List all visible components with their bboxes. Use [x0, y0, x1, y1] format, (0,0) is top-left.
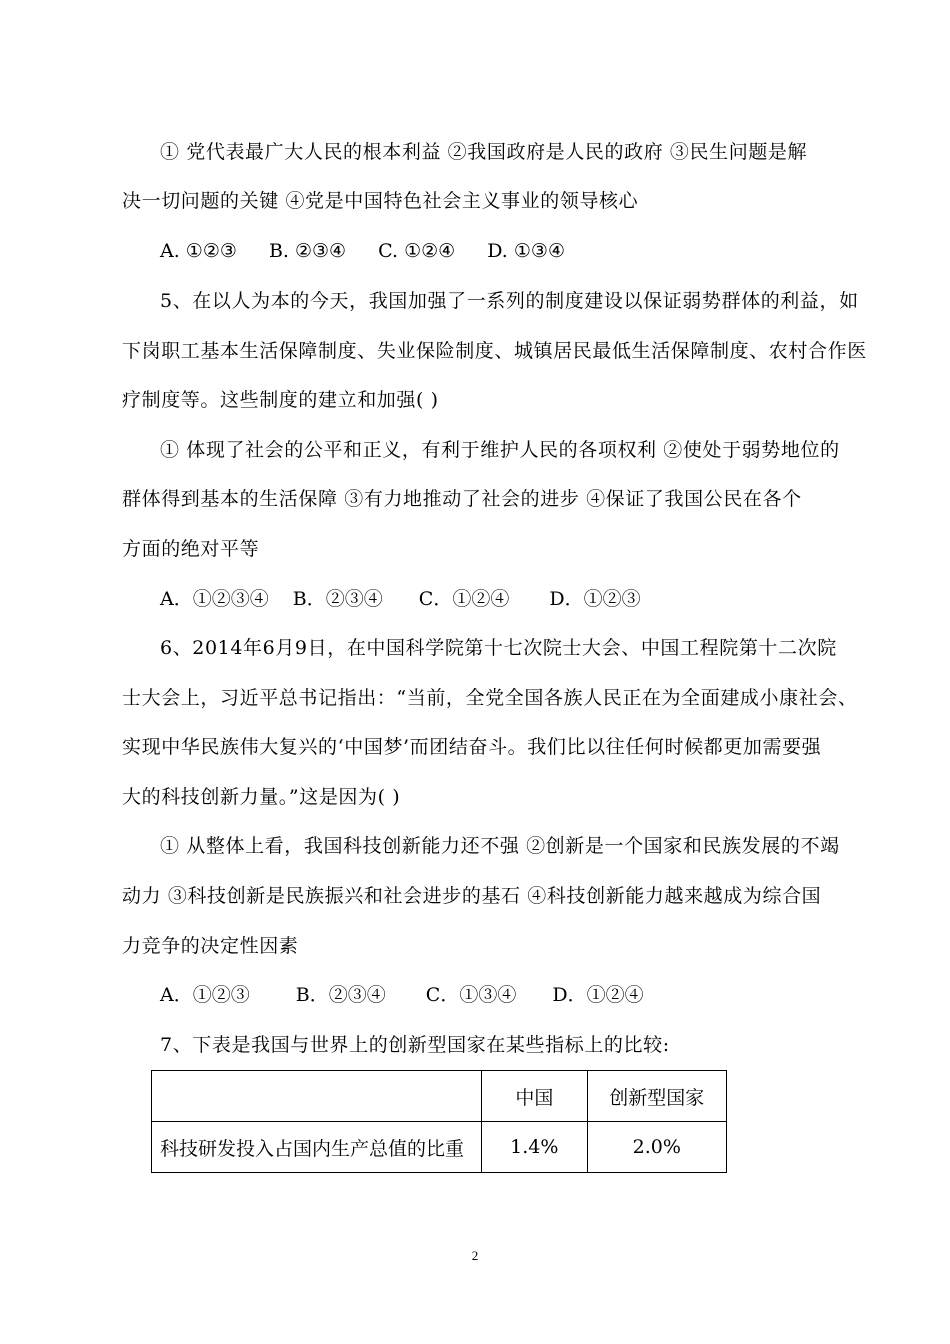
q6-choice-b[interactable]: B．②③④ — [295, 984, 386, 1006]
q6-option-line-3: 力竞争的决定性因素 — [122, 935, 299, 957]
q5-choice-a[interactable]: A．①②③④ — [160, 588, 269, 610]
q4-option-line-2: 决一切问题的关键 ④党是中国特色社会主义事业的领导核心 — [122, 190, 639, 212]
q5-choice-c[interactable]: C．①②④ — [418, 588, 510, 610]
q6-stem-line-2: 士大会上，习近平总书记指出：“当前，全党全国各族人民正在为全面建成小康社会、 — [122, 687, 858, 709]
q6-choice-d[interactable]: D．①②④ — [552, 984, 644, 1006]
q6-answer-choices — [160, 982, 670, 1008]
q4-choice-a[interactable]: A. ①②③ — [160, 240, 237, 262]
q5-option-line-3: 方面的绝对平等 — [122, 538, 260, 560]
table-header-cell — [152, 1071, 482, 1122]
q6-choice-c[interactable]: C．①③④ — [425, 984, 517, 1006]
table-row — [152, 1122, 727, 1173]
q5-choice-b[interactable]: B．②③④ — [292, 588, 383, 610]
table-header-row — [152, 1071, 727, 1122]
q4-choice-c[interactable]: C. ①②④ — [378, 240, 456, 262]
page-number: 2 — [471, 1248, 479, 1263]
q6-stem-line-4: 大的科技创新力量。”这是因为( ) — [122, 786, 401, 808]
q6-stem-line-3: 实现中华民族伟大复兴的‘中国梦’而团结奋斗。我们比以往任何时候都更加需要强 — [122, 736, 822, 758]
q6-option-line-1: ① 从整体上看，我国科技创新能力还不强 ②创新是一个国家和民族发展的不竭 — [160, 835, 840, 857]
q6-stem-line-1: 6、2014年6月9日，在中国科学院第十七次院士大会、中国工程院第十二次院 — [160, 637, 837, 659]
comparison-table — [151, 1070, 727, 1173]
table-cell: 2.0% — [587, 1122, 727, 1173]
q5-stem-line-1: 5、在以人为本的今天，我国加强了一系列的制度建设以保证弱势群体的利益，如 — [160, 290, 859, 312]
q5-choice-d[interactable]: D．①②③ — [549, 588, 641, 610]
q4-choice-d[interactable]: D. ①③④ — [487, 240, 565, 262]
q4-answer-choices — [160, 238, 591, 264]
q6-choice-a[interactable]: A．①②③ — [160, 984, 250, 1006]
q4-choice-b[interactable]: B. ②③④ — [268, 240, 347, 262]
q4-option-line-1: ① 党代表最广大人民的根本利益 ②我国政府是人民的政府 ③民生问题是解 — [160, 141, 808, 163]
table-cell: 1.4% — [482, 1122, 587, 1173]
table-header-cell: 创新型国家 — [587, 1071, 727, 1122]
table-header-cell: 中国 — [482, 1071, 587, 1122]
q5-stem-line-2: 下岗职工基本生活保障制度、失业保险制度、城镇居民最低生活保障制度、农村合作医 — [122, 340, 867, 362]
q5-option-line-1: ① 体现了社会的公平和正义，有利于维护人民的各项权利 ②使处于弱势地位的 — [160, 439, 840, 461]
q6-option-line-2: 动力 ③科技创新是民族振兴和社会进步的基石 ④科技创新能力越来越成为综合国 — [122, 885, 822, 907]
q5-option-line-2: 群体得到基本的生活保障 ③有力地推动了社会的进步 ④保证了我国公民在各个 — [122, 488, 802, 510]
q5-stem-line-3: 疗制度等。这些制度的建立和加强( ) — [122, 389, 439, 411]
q7-stem: 7、下表是我国与世界上的创新型国家在某些指标上的比较: — [160, 1034, 670, 1056]
table-cell: 科技研发投入占国内生产总值的比重 — [152, 1122, 482, 1173]
q5-answer-choices — [160, 586, 667, 612]
